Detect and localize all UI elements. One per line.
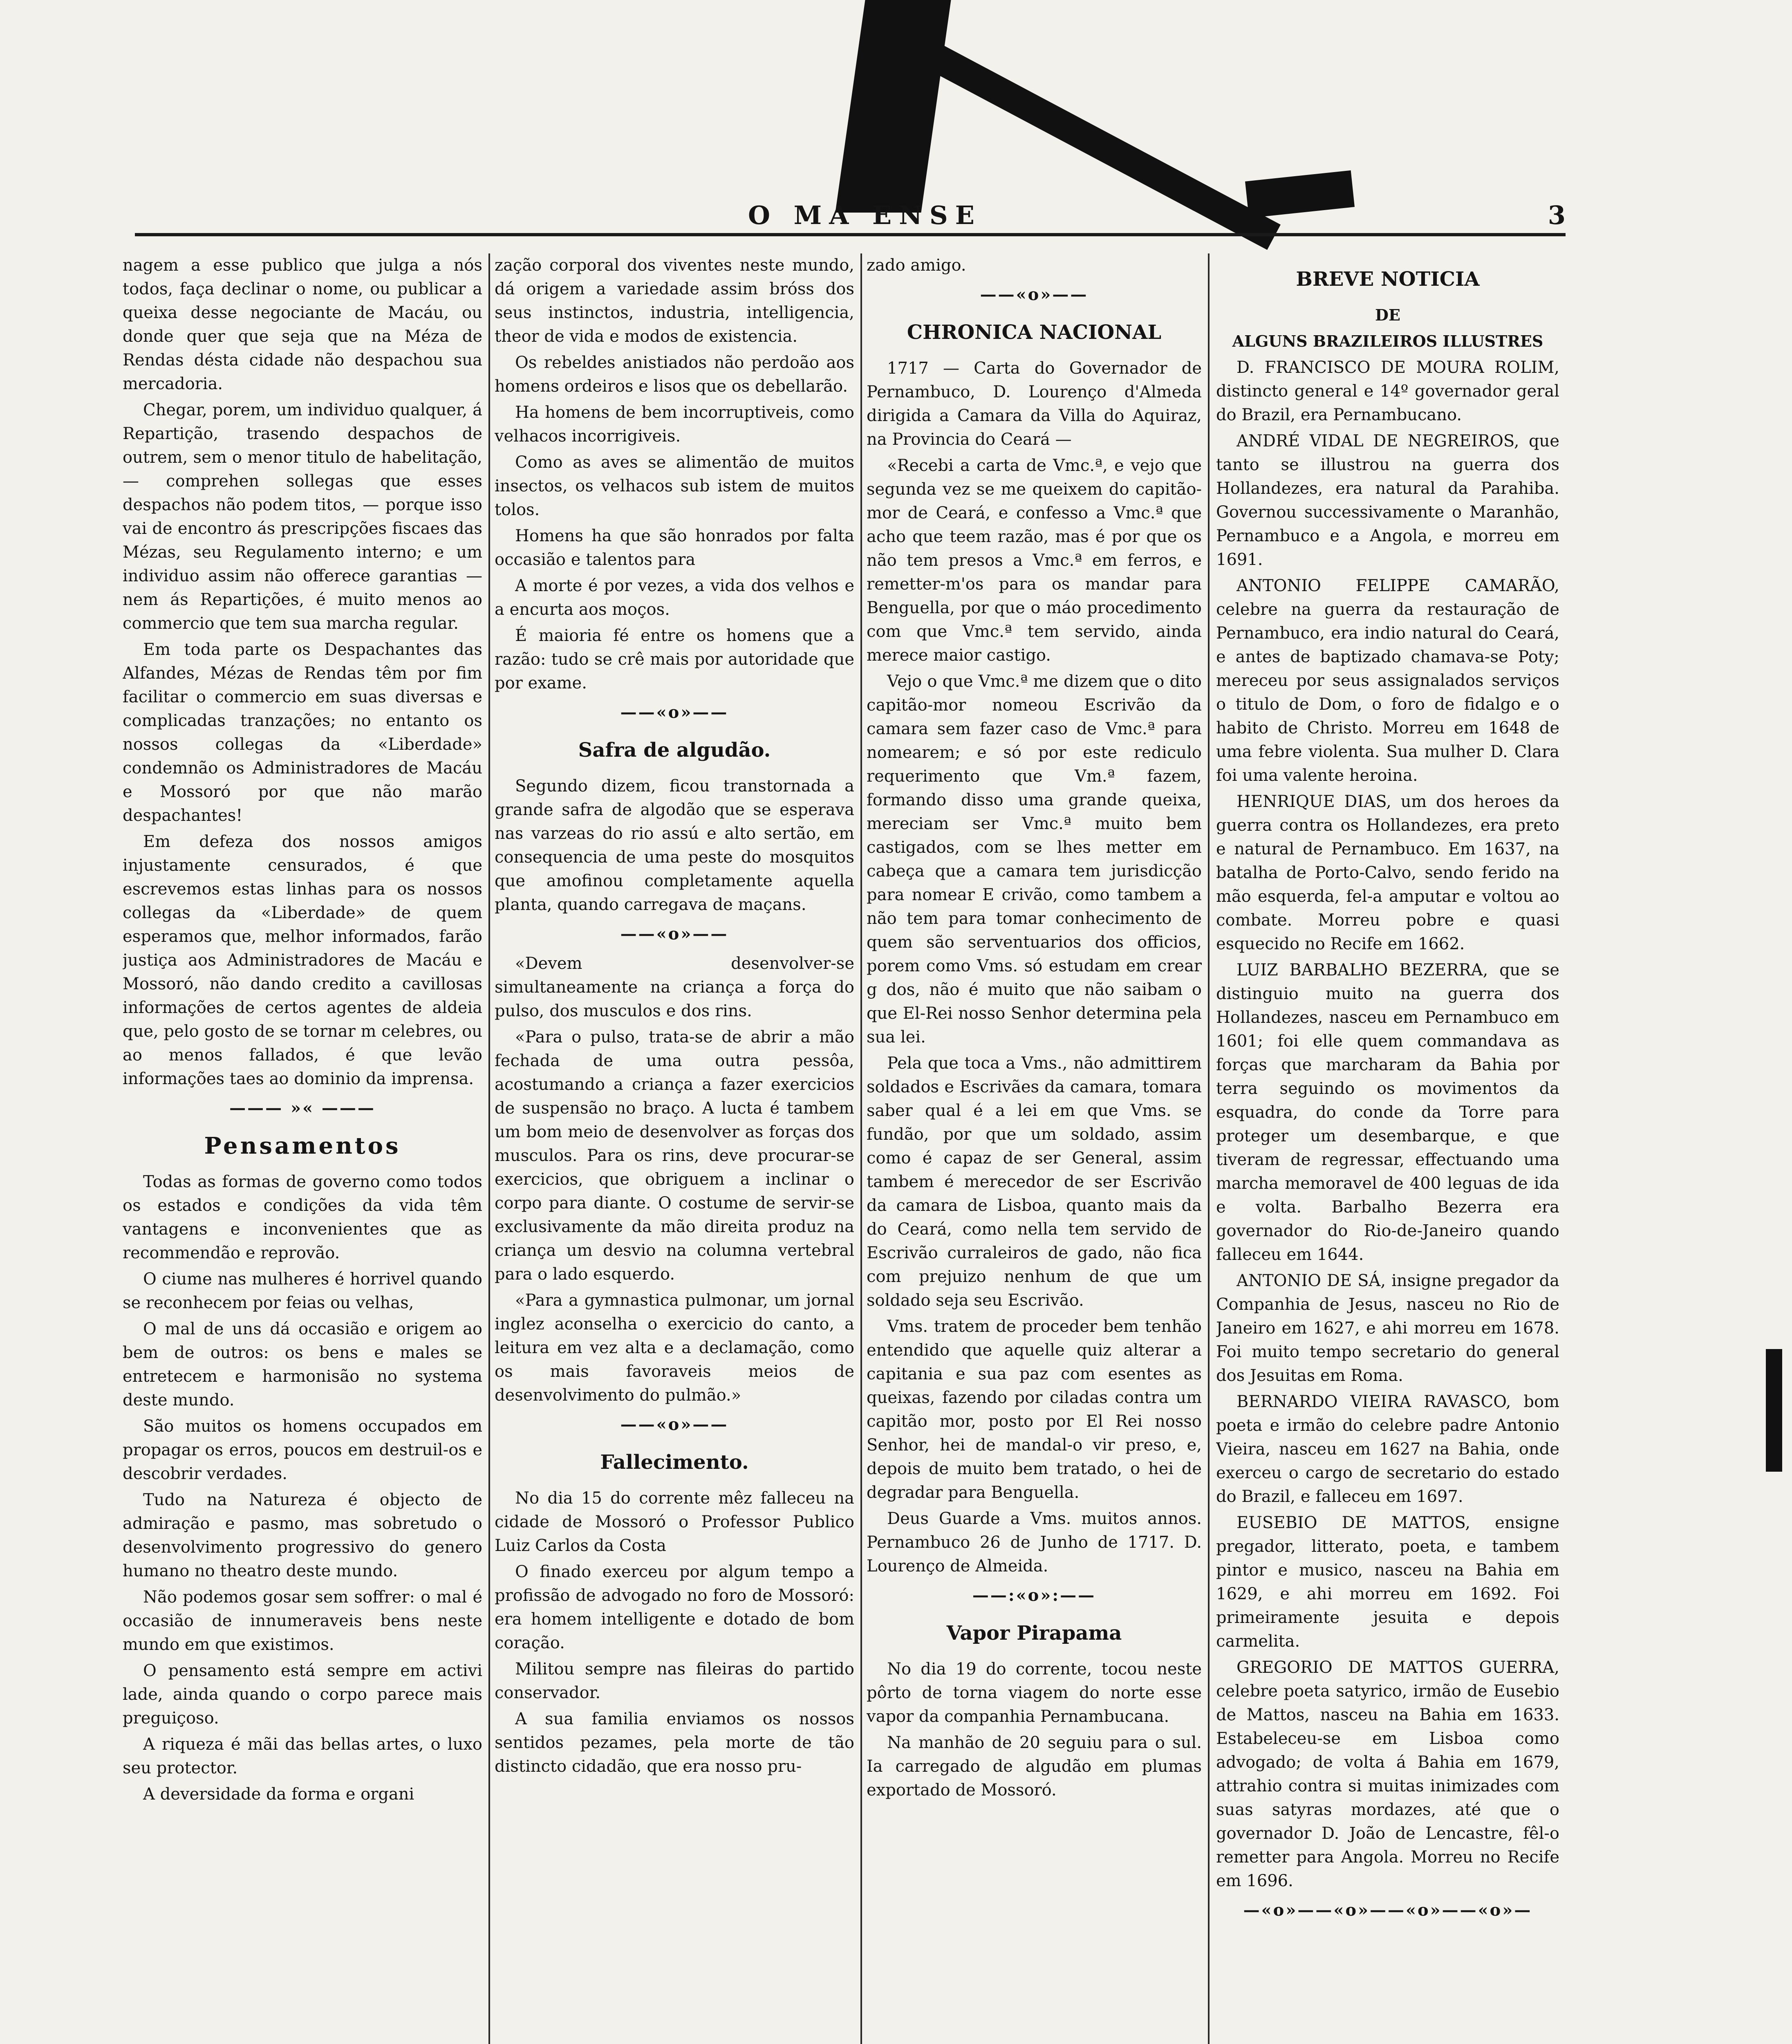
newspaper-title: O MA ENSE — [748, 200, 982, 230]
ink-stain-right-edge — [1766, 1349, 1782, 1472]
paragraph: HENRIQUE DIAS, um dos heroes da guerra contra os Hollandezes, era preto e natural de Pernambuco. Em 1637, na batalha de Porto-Calvo, sendo ferido na mão esquerda, fel-a amputar e voltou ao combate. Morreu pobre e quasi esquecido no Recife em 1662. — [1216, 792, 1559, 953]
paragraph: É maioria fé entre os homens que a razão: tudo se crê mais por autoridade que por exame. — [495, 626, 854, 693]
column-2 — [495, 253, 854, 2044]
paragraph: Homens ha que são honrados por falta occasião e talentos para — [495, 527, 854, 569]
section-separator: —«o»——«o»——«o»——«o»— — [1243, 1901, 1532, 1920]
section-heading-pensamentos: Pensamentos — [204, 1132, 401, 1159]
section-separator: ——«o»—— — [620, 924, 729, 944]
paragraph: Tudo na Natureza é objecto de admiração e pasmo, mas sobretudo o desenvolvimento progressivo do genero humano no theatro deste mundo. — [123, 1490, 482, 1580]
page-number: 3 — [1548, 200, 1566, 230]
section-separator: ——«o»—— — [980, 285, 1089, 304]
column-1 — [123, 253, 482, 2044]
column-rule-1 — [488, 253, 490, 2044]
paragraph: ANTONIO FELIPPE CAMARÃO, celebre na guerra da restauração de Pernambuco, era indio natural do Ceará, e antes de baptizado chamava-se Poty; mereceu por seus assignalados serviços o titulo de Dom, o foro de fidalgo e o habito de Christo. Morreu em 1648 de uma febre violenta. Sua mulher D. Clara foi uma valente heroina. — [1216, 576, 1559, 785]
paragraph: «Para o pulso, trata-se de abrir a mão fechada de uma outra pessôa, acostumando a criança a fazer exercicios de suspensão no braço. A lucta é tambem um bom meio de desenvolver as forças dos musculos. Para os rins, deve procurar-se exercicios, que obriguem a inclinar o corpo para diante. O costume de servir-se exclusivamente da mão direita produz na criança um desvio na columna vertebral para o lado esquerdo. — [495, 1028, 854, 1284]
paragraph: Os rebeldes anistiados não perdoão aos homens ordeiros e lisos que os debellarão. — [495, 353, 854, 396]
paragraph: zação corporal dos viventes neste mundo, dá origem a variedade assim bróss dos seus instinctos, industria, intelligencia, theor de vida e modos de existencia. — [495, 256, 854, 346]
paragraph: Em toda parte os Despachantes das Alfandes, Mézas de Rendas têm por fim facilitar o commercio em suas diversas e complicadas tranzações; no entanto os nossos collegas da «Liberdade» condemnão os Administradores de Macáu e Mossoró por que não marão despachantes! — [123, 640, 482, 825]
paragraph: Na manhão de 20 seguiu para o sul. Ia carregado de algudão em plumas exportado de Mossoró. — [867, 1733, 1202, 1800]
paragraph: D. FRANCISCO DE MOURA ROLIM, distincto general e 14º governador geral do Brazil, era Pernambucano. — [1216, 358, 1559, 424]
paragraph: Segundo dizem, ficou transtornada a grande safra de algodão que se esperava nas varzeas do rio assú e alto sertão, em consequencia de uma peste do mosquitos que amofinou completamente aquella planta, quando carregava de maçans. — [495, 777, 854, 914]
paragraph: Como as aves se alimentão de muitos insectos, os velhacos sub istem de muitos tolos. — [495, 453, 854, 519]
section-heading-chronica: CHRONICA NACIONAL — [907, 321, 1162, 344]
section-heading-safra: Safra de algudão. — [578, 739, 771, 762]
column-rule-2 — [860, 253, 862, 2044]
paragraph: Chegar, porem, um individuo qualquer, á Repartição, trasendo despachos de outrem, sem o menor titulo de habelitação, — comprehen sollegas que esses despachos não podem titos, — porque isso vai de encontro ás prescripções fiscaes das Mézas, seu Regulamento interno; e um individuo assim não offerece garantias — nem ás Repartições, é muito menos ao commercio que tem sua marcha regular. — [123, 401, 482, 633]
paragraph: LUIZ BARBALHO BEZERRA, que se distinguio muito na guerra dos Hollandezes, nasceu em Pernambuco em 1601; foi elle quem commandava as forças que marcharam da Bahia por terra seguindo os movimentos da esquadra, do conde da Torre para proteger um desembarque, e que tiveram de regressar, effectuando uma marcha memoravel de 400 leguas de ida e volta. Barbalho Bezerra era governador do Rio-de-Janeiro quando falleceu em 1644. — [1216, 961, 1559, 1264]
column-4 — [1216, 253, 1559, 2044]
paragraph: ANDRÉ VIDAL DE NEGREIROS, que tanto se illustrou na guerra dos Hollandezes, era natural da Parahiba. Governou successivamente o Maranhão, Pernambuco e a Angola, e morreu em 1691. — [1216, 432, 1559, 569]
section-separator: ——— »« ——— — [229, 1098, 376, 1118]
paragraph: «Recebi a carta de Vmc.ª, e vejo que segunda vez se me queixem do capitão-mor de Ceará, e confesso a Vmc.ª que acho que teem razão, mas é por que os não tem presos a Vmc.ª em ferros, e remetter-m'os para os mandar para Benguella, por que o máo procedimento com que Vmc.ª tem servido, ainda merece maior castigo. — [867, 456, 1202, 665]
paragraph: «Para a gymnastica pulmonar, um jornal inglez aconselha o exercicio do canto, a leitura em vez alta e a declamação, como os mais favoraveis meios de desenvolvimento do pulmão.» — [495, 1291, 854, 1405]
section-subheading: DE — [1375, 306, 1400, 324]
paragraph: Pela que toca a Vms., não admittirem soldados e Escrivães da camara, tomara saber qual é a lei em que Vms. se fundão, por que um soldado, assim como é capaz de ser General, assim tambem é merecedor de ser Escrivão da camara de Lisboa, quanto mais da do Ceará, como nella tem servido de Escrivão curraleiros de gado, não fica com prejuizo nenhum de que um soldado seja seu Escrivão. — [867, 1054, 1202, 1310]
paragraph: nagem a esse publico que julga a nós todos, faça declinar o nome, ou publicar a queixa desse negociante de Macáu, ou donde quer que seja que na Méza de Rendas désta cidade não despachou sua mercadoria. — [123, 256, 482, 393]
paragraph: ANTONIO DE SÁ, insigne pregador da Companhia de Jesus, nasceu no Rio de Janeiro em 1627, e ahi morreu em 1678. Foi muito tempo secretario do general dos Jesuitas em Roma. — [1216, 1271, 1559, 1385]
paragraph: Em defeza dos nossos amigos injustamente censurados, é que escrevemos estas linhas para os nossos collegas da «Liberdade» de quem esperamos que, melhor informados, farão justiça aos Administradores de Macáu e Mossoró, não dando credito a cavillosas informações de certos agentes de aldeia que, pelo gosto de se tornar m celebres, ou ao menos fallados, é que levão informações taes ao dominio da imprensa. — [123, 832, 482, 1088]
paragraph: O finado exerceu por algum tempo a profissão de advogado no foro de Mossoró: era homem intelligente e dotado de bom coração. — [495, 1562, 854, 1652]
paragraph: Ha homens de bem incorruptiveis, como velhacos incorrigiveis. — [495, 403, 854, 446]
section-separator: ——«o»—— — [620, 703, 729, 722]
paragraph: BERNARDO VIEIRA RAVASCO, bom poeta e irmão do celebre padre Antonio Vieira, nasceu em 1627 na Bahia, onde exerceu o cargo de secretario do estado do Brazil, e falleceu em 1697. — [1216, 1392, 1559, 1506]
paragraph: Vejo o que Vmc.ª me dizem que o dito capitão-mor nomeou Escrivão da camara sem fazer caso de Vmc.ª para nomearem; e só por este rediculo requerimento que Vm.ª fazem, formando disso uma grande queixa, mereciam ser Vmc.ª muito bem castigados, com se lhes metter em cabeça que a camara tem jurisdicção para nomear E crivão, como tambem a não tem para tomar conhecimento de quem são serventuarios dos officios, porem como Vms. só estudam em crear g dos, não é muito que não saibam o que El-Rei nosso Senhor determina pela sua lei. — [867, 672, 1202, 1047]
page-header — [135, 200, 1566, 236]
paragraph: EUSEBIO DE MATTOS, ensigne pregador, litterato, poeta, e tambem pintor e musico, nasceu na Bahia em 1629, e ahi morreu em 1692. Foi primeiramente jesuita e depois carmelita. — [1216, 1513, 1559, 1651]
paragraph: No dia 15 do corrente mêz falleceu na cidade de Mossoró o Professor Publico Luiz Carlos da Costa — [495, 1489, 854, 1555]
paragraph: «Devem desenvolver-se simultaneamente na criança a força do pulso, dos musculos e dos rins. — [495, 954, 854, 1020]
paragraph: 1717 — Carta do Governador de Pernambuco, D. Lourenço d'Almeda dirigida a Camara da Villa do Aquiraz, na Provincia do Ceará — — [867, 359, 1202, 449]
column-rule-3 — [1208, 253, 1210, 2044]
paragraph: Militou sempre nas fileiras do partido conservador. — [495, 1660, 854, 1702]
paragraph: A sua familia enviamos os nossos sentidos pezames, pela morte de tão distincto cidadão, que era nosso pru- — [495, 1710, 854, 1776]
paragraph: O pensamento está sempre em activi lade, ainda quando o corpo parece mais preguiçoso. — [123, 1661, 482, 1728]
paragraph: No dia 19 do corrente, tocou neste pôrto de torna viagem do norte esse vapor da companhia Pernambucana. — [867, 1660, 1202, 1726]
ink-stain-top — [835, 0, 951, 213]
section-separator: ——«o»—— — [620, 1415, 729, 1434]
paragraph: O mal de uns dá occasião e origem ao bem de outros: os bens e males se entretecem e harmonisão no systema deste mundo. — [123, 1320, 482, 1410]
section-heading-vapor: Vapor Pirapama — [946, 1622, 1122, 1645]
paragraph: A riqueza é mãi das bellas artes, o luxo seu protector. — [123, 1735, 482, 1777]
section-heading-breve-noticia: BREVE NOTICIA — [1296, 268, 1480, 291]
section-subheading: ALGUNS BRAZILEIROS ILLUSTRES — [1232, 332, 1543, 350]
section-heading-fallecimento: Fallecimento. — [600, 1451, 749, 1474]
paragraph: GREGORIO DE MATTOS GUERRA, celebre poeta satyrico, irmão de Eusebio de Mattos, nasceu na Bahia em 1633. Estabeleceu-se em Lisboa como advogado; de volta á Bahia em 1679, attrahio contra si muitas inimizades com suas satyras mordazes, até que o governador D. João de Lencastre, fêl-o remetter para Angola. Morreu no Recife em 1696. — [1216, 1658, 1559, 1890]
paragraph: Não podemos gosar sem soffrer: o mal é occasião de innumeraveis bens neste mundo em que existimos. — [123, 1588, 482, 1654]
paragraph: zado amigo. — [867, 256, 966, 275]
paragraph: Vms. tratem de proceder bem tenhão entendido que aquelle quiz alterar a capitania e sua paz com esentes as queixas, fazendo por ciladas contra um capitão mor, posto por El Rei nosso Senhor, hei de mandal-o vir preso, e, depois de muito bem tratado, o hei de degradar para Benguella. — [867, 1317, 1202, 1502]
section-separator: ——:«o»:—— — [972, 1586, 1096, 1605]
paragraph: Deus Guarde a Vms. muitos annos. Pernambuco 26 de Junho de 1717. D. Lourenço de Almeida. — [867, 1509, 1202, 1576]
column-3 — [867, 253, 1202, 2044]
paragraph: O ciume nas mulheres é horrivel quando se reconhecem por feias ou velhas, — [123, 1270, 482, 1312]
paragraph: São muitos os homens occupados em propagar os erros, poucos em destruil-os e descobrir verdades. — [123, 1417, 482, 1483]
paragraph: A deversidade da forma e organi — [143, 1785, 414, 1804]
paragraph: A morte é por vezes, a vida dos velhos e a encurta aos moços. — [495, 576, 854, 619]
paragraph: Todas as formas de governo como todos os estados e condições da vida têm vantagens e inconvenientes que as recommendão e reprovão. — [123, 1172, 482, 1262]
